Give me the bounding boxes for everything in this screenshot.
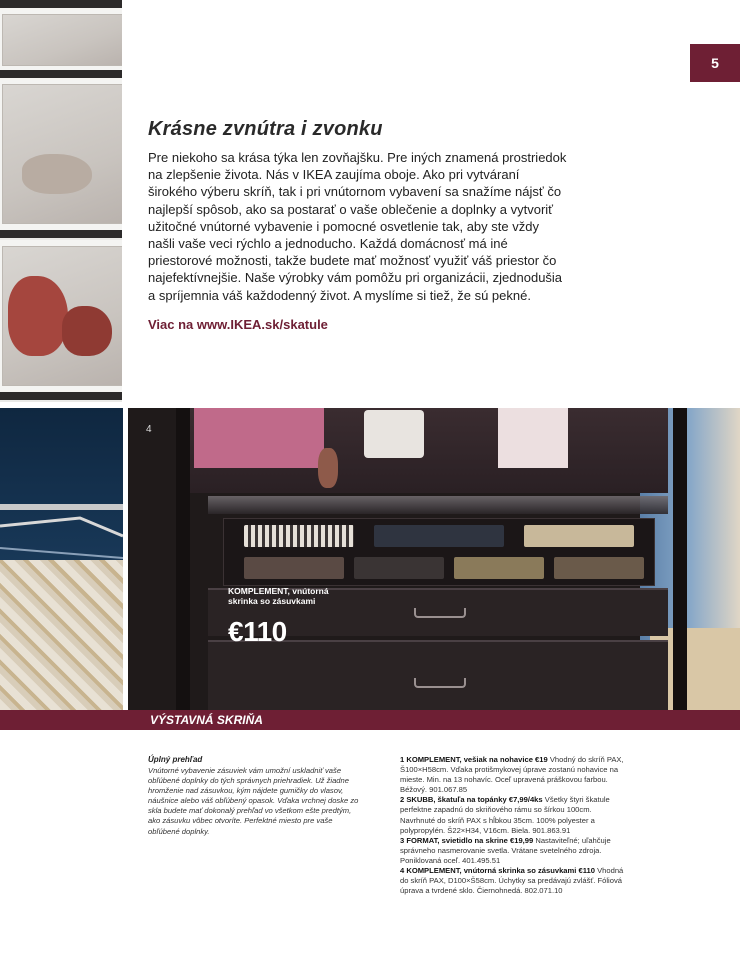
product-description: Nastaviteľné; uľahčuje správneho nasmerovanie svetla. Vrátane svetelného zdroja. Poniklovaná oceľ. 401.495.51 xyxy=(400,835,611,865)
photo-number: 4 xyxy=(146,424,152,435)
box-compartment xyxy=(524,525,634,547)
product-name: 4 KOMPLEMENT, vnútorná skrinka so zásuvkami €110 xyxy=(400,866,595,876)
intro-text: Pre niekoho sa krása týka len zovňajšku. Pre iných znamená prostriedok na zlepšenie života. Nás v IKEA zaujíma oboje. Ako pri vytváraní širokého výberu skríň, tak i pri vnútornom vybavení sa snažíme nájsť čo najlepší spôsob, ako sa postarať o vaše oblečenie a doplnky a vytvoriť užitočné vnútorné vybavenie i pomocné osvetlenie tak, aby ste vždy našli vaše veci rýchlo a jednoducho. Každá domácnosť má iné priestorové možnosti, takže budete mať možnosť využiť váš priestor čo najefektívnejšie. Naše výrobky vám pomôžu pri organizácii, zjednodušia a spríjemnia váš každodenný život. A myslíme si tiež, že sú pekné. xyxy=(148,150,567,303)
product-description: Vhodná do skríň PAX, D100×Š58cm. Úchytky sa predávajú zvlášť. Fóliová úprava a tvrdené sklo. Čiernohnedá. 802.071.10 xyxy=(400,866,624,896)
pink-box xyxy=(194,408,324,468)
shelf-rail xyxy=(0,70,122,78)
jewelry-compartment xyxy=(244,557,344,579)
product-item xyxy=(400,795,625,835)
product-list xyxy=(400,755,625,896)
page-number: 5 xyxy=(690,44,740,82)
accessory-tray xyxy=(223,518,655,586)
shelf-rail xyxy=(0,0,122,8)
drawer-handle xyxy=(414,678,466,688)
perfume-bottle xyxy=(318,448,338,488)
page-heading: Krásne zvnútra i zvonku xyxy=(148,118,383,140)
overview-title: Úplný prehľad xyxy=(148,755,203,764)
shoe xyxy=(62,306,112,356)
wardrobe-photo xyxy=(128,408,740,710)
shoe xyxy=(8,276,68,356)
white-bowl xyxy=(364,410,424,458)
product-item xyxy=(400,836,625,866)
hanging-clothes-photo xyxy=(0,408,123,710)
price-label: KOMPLEMENT, vnútorná skrinka so zásuvkami xyxy=(228,586,329,606)
watches-compartment xyxy=(554,557,644,579)
scarves-compartment xyxy=(374,525,504,547)
product-name: 1 KOMPLEMENT, vešiak na nohavice €19 xyxy=(400,755,548,764)
product-description: Všetky štyri škatule perfektne zapadnú do skriňového rámu so šírkou 100cm. Navrhnuté do skríň PAX s hĺbkou 35cm. 100% polyester a polypropylén. Š22×H34, V16cm. Biela. 901.863.91 xyxy=(400,795,610,835)
wardrobe-side-right xyxy=(673,408,687,710)
product-description: Vhodný do skríň PAX, Š100×H58cm. Vďaka protišmykovej úprave zostanú nohavice na mieste. Min. na 13 nohavíc. Oceľ upravená práškovou farbou. Béžový. 901.067.85 xyxy=(400,755,624,795)
trouser-hanger-illustration xyxy=(0,408,123,568)
storage-box xyxy=(0,240,122,392)
hanging-blouse xyxy=(498,408,568,468)
more-info-link[interactable]: Viac na www.IKEA.sk/skatule xyxy=(148,317,328,332)
product-name: 3 FORMAT, svietidlo na skrine €19,99 xyxy=(400,835,534,845)
overview-body: Vnútorné vybavenie zásuviek vám umožní uskladniť vaše obľúbené doplnky do tých správnych priehradiek. Už žiadne hromženie nad zásuvkou, kým nájdete gumičky do vlasov, náušnice alebo váš obľúbený opasok. Vďaka vrchnej doske zo skla budete mať dokonalý prehľad vo všetkom ešte predtým, ako zásuvku vôbec otvoríte. Perfektné miesto pre vaše obľúbené doplnky. xyxy=(148,766,359,836)
section-title: VÝSTAVNÁ SKRIŇA xyxy=(150,713,263,727)
product-item xyxy=(400,755,625,795)
product-name: 2 SKUBB, škatuľa na topánky €7,99/4ks xyxy=(400,795,543,805)
storage-box xyxy=(0,8,122,72)
drawer-handle xyxy=(414,608,466,618)
price-value: €110 xyxy=(228,616,287,647)
belts-compartment xyxy=(244,525,354,547)
bracelets-compartment xyxy=(454,557,544,579)
shoe xyxy=(22,154,92,194)
shelf-rail xyxy=(0,392,122,400)
section-band xyxy=(0,710,740,730)
storage-box xyxy=(0,78,122,230)
shelf-rail xyxy=(0,230,122,238)
patterned-fabric xyxy=(0,560,123,710)
product-item xyxy=(400,866,625,896)
storage-boxes-photo xyxy=(0,0,122,402)
drawer-bottom xyxy=(208,640,668,710)
wardrobe-side-left xyxy=(176,408,190,710)
glass-top xyxy=(208,496,668,514)
sunglasses-compartment xyxy=(354,557,444,579)
